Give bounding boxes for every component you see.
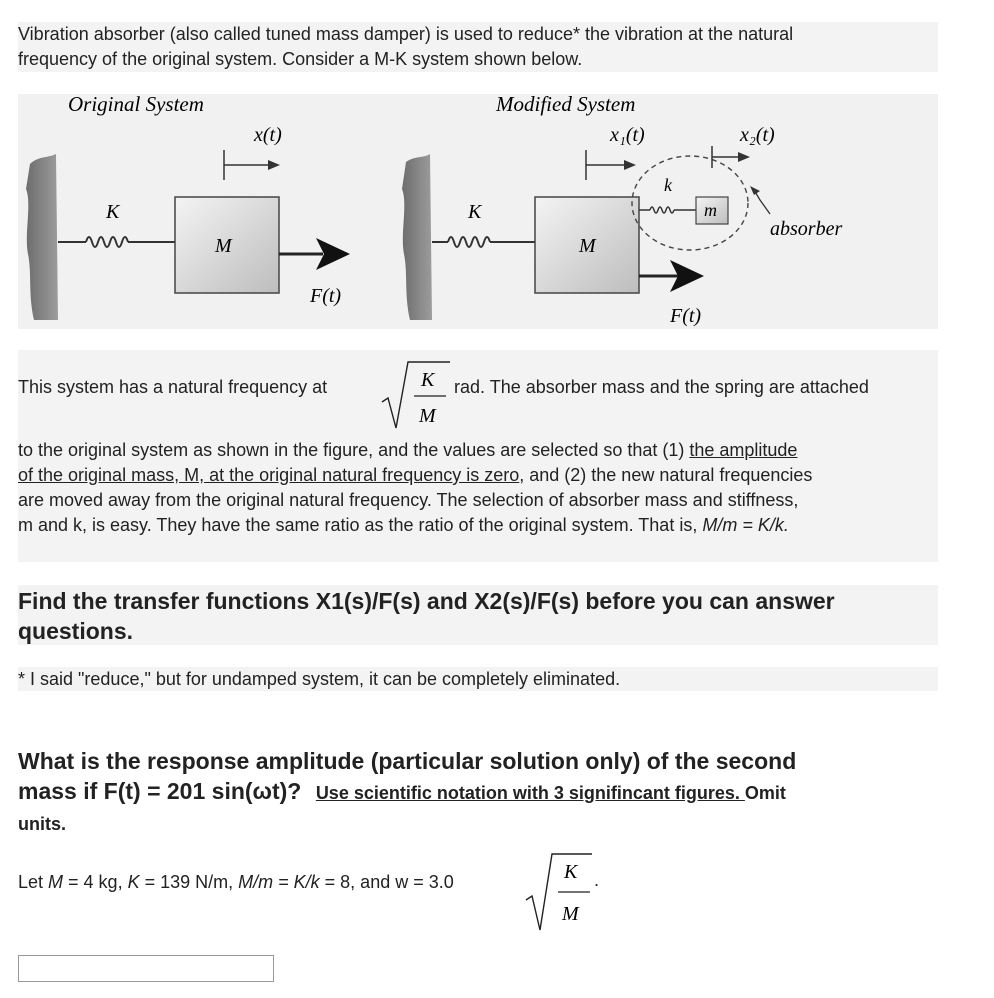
wall-original bbox=[26, 154, 58, 320]
q2-line-1: What is the response amplitude (particular solution only) of the second bbox=[18, 748, 797, 774]
description-line-2 bbox=[18, 438, 797, 463]
description-line-5 bbox=[18, 513, 789, 538]
F-label-modified: F(t) bbox=[670, 305, 702, 327]
description-line-2b: the amplitude bbox=[689, 440, 798, 460]
K-label-original: K bbox=[106, 201, 120, 223]
x-arrow-head bbox=[268, 160, 280, 170]
q2-omit-text: Omit bbox=[744, 783, 786, 803]
k-label: k bbox=[664, 175, 672, 195]
system-figure bbox=[18, 94, 938, 329]
sqrt-K-over-M bbox=[380, 358, 452, 432]
sqrt-denominator: M bbox=[419, 405, 436, 427]
intro-block bbox=[18, 22, 938, 72]
q2-line-3: units. bbox=[18, 814, 66, 834]
spring-k-absorber bbox=[650, 207, 674, 213]
description-line-4: are moved away from the original natural frequency. The selection of absorber mass and stiffness, bbox=[18, 490, 799, 510]
F-label-original: F(t) bbox=[310, 285, 342, 307]
answer-input[interactable] bbox=[18, 955, 274, 982]
q2-sci-notation-instruction: Use scientific notation with 3 signifincant figures. bbox=[315, 783, 745, 803]
description-line-2a: to the original system as shown in the figure, and the values are selected so that (1) bbox=[18, 440, 690, 460]
transfer-function-question bbox=[18, 585, 938, 645]
given-text-1: Let bbox=[18, 872, 49, 892]
given-values bbox=[18, 870, 454, 895]
footnote bbox=[18, 667, 938, 691]
description-line-5a: m and k, is easy. They have the same ratio as the ratio of the original system. That is, bbox=[18, 515, 703, 535]
intro-line-2: frequency of the original system. Consider a M-K system shown below. bbox=[18, 49, 583, 69]
x1-label: x₁(t) bbox=[610, 124, 645, 146]
M-label-modified: M bbox=[579, 235, 596, 257]
spring-K-modified bbox=[448, 237, 490, 247]
original-system-title: Original System bbox=[68, 94, 204, 116]
q1-line-2: questions. bbox=[18, 618, 134, 644]
absorber-dashed-outline bbox=[632, 156, 748, 250]
description-line-3a: of the original mass, M, at the original natural frequency is zero bbox=[18, 465, 520, 485]
mass-spring-diagram bbox=[18, 94, 938, 329]
spring-K-original bbox=[86, 237, 128, 247]
q2-line-2 bbox=[18, 776, 786, 806]
given-period: . bbox=[594, 870, 600, 890]
intro-line-1: Vibration absorber (also called tuned mass damper) is used to reduce* the vibration at the natural bbox=[18, 24, 794, 44]
given-text-2: = 4 kg, bbox=[63, 872, 128, 892]
given-sqrt-numerator: K bbox=[564, 861, 578, 883]
description-line-3 bbox=[18, 463, 812, 488]
x1-arrow-head bbox=[624, 160, 636, 170]
given-ratio-symbol: M/m = K/k bbox=[238, 872, 320, 892]
given-text-4: = 8, and w = 3.0 bbox=[319, 872, 454, 892]
x-label: x(t) bbox=[254, 124, 282, 146]
m-label: m bbox=[704, 200, 717, 220]
given-sqrt-denominator: M bbox=[562, 903, 579, 925]
sqrt-K-over-M-given bbox=[524, 850, 596, 932]
footnote-text: * I said "reduce," but for undamped system, it can be completely eliminated. bbox=[18, 669, 621, 689]
given-text-3: = 139 N/m, bbox=[139, 872, 239, 892]
K-label-modified: K bbox=[468, 201, 482, 223]
natural-freq-lead: This system has a natural frequency at bbox=[18, 377, 328, 397]
absorber-pointer-head bbox=[750, 186, 760, 195]
modified-system-title: Modified System bbox=[496, 94, 636, 116]
description-block bbox=[18, 350, 938, 562]
sqrt-numerator: K bbox=[421, 369, 435, 391]
given-M-symbol: M bbox=[48, 872, 64, 892]
q1-line-1: Find the transfer functions X1(s)/F(s) and X2(s)/F(s) before you can answer bbox=[18, 588, 835, 614]
natural-freq-after: rad. The absorber mass and the spring are attached bbox=[454, 377, 869, 397]
M-label-original: M bbox=[215, 235, 232, 257]
sqrt-radical bbox=[382, 362, 450, 428]
absorber-pointer bbox=[754, 190, 770, 214]
wall-modified bbox=[402, 154, 432, 320]
description-line-5b: M/m = K/k. bbox=[702, 515, 789, 535]
given-K-symbol: K bbox=[127, 872, 140, 892]
x2-label: x₂(t) bbox=[740, 124, 775, 146]
absorber-label: absorber bbox=[770, 218, 843, 240]
x2-arrow-head bbox=[738, 152, 750, 162]
q2-line-2a: mass if F(t) = 201 sin(ωt)? bbox=[18, 778, 302, 804]
description-line-3b: , and (2) the new natural frequencies bbox=[519, 465, 813, 485]
